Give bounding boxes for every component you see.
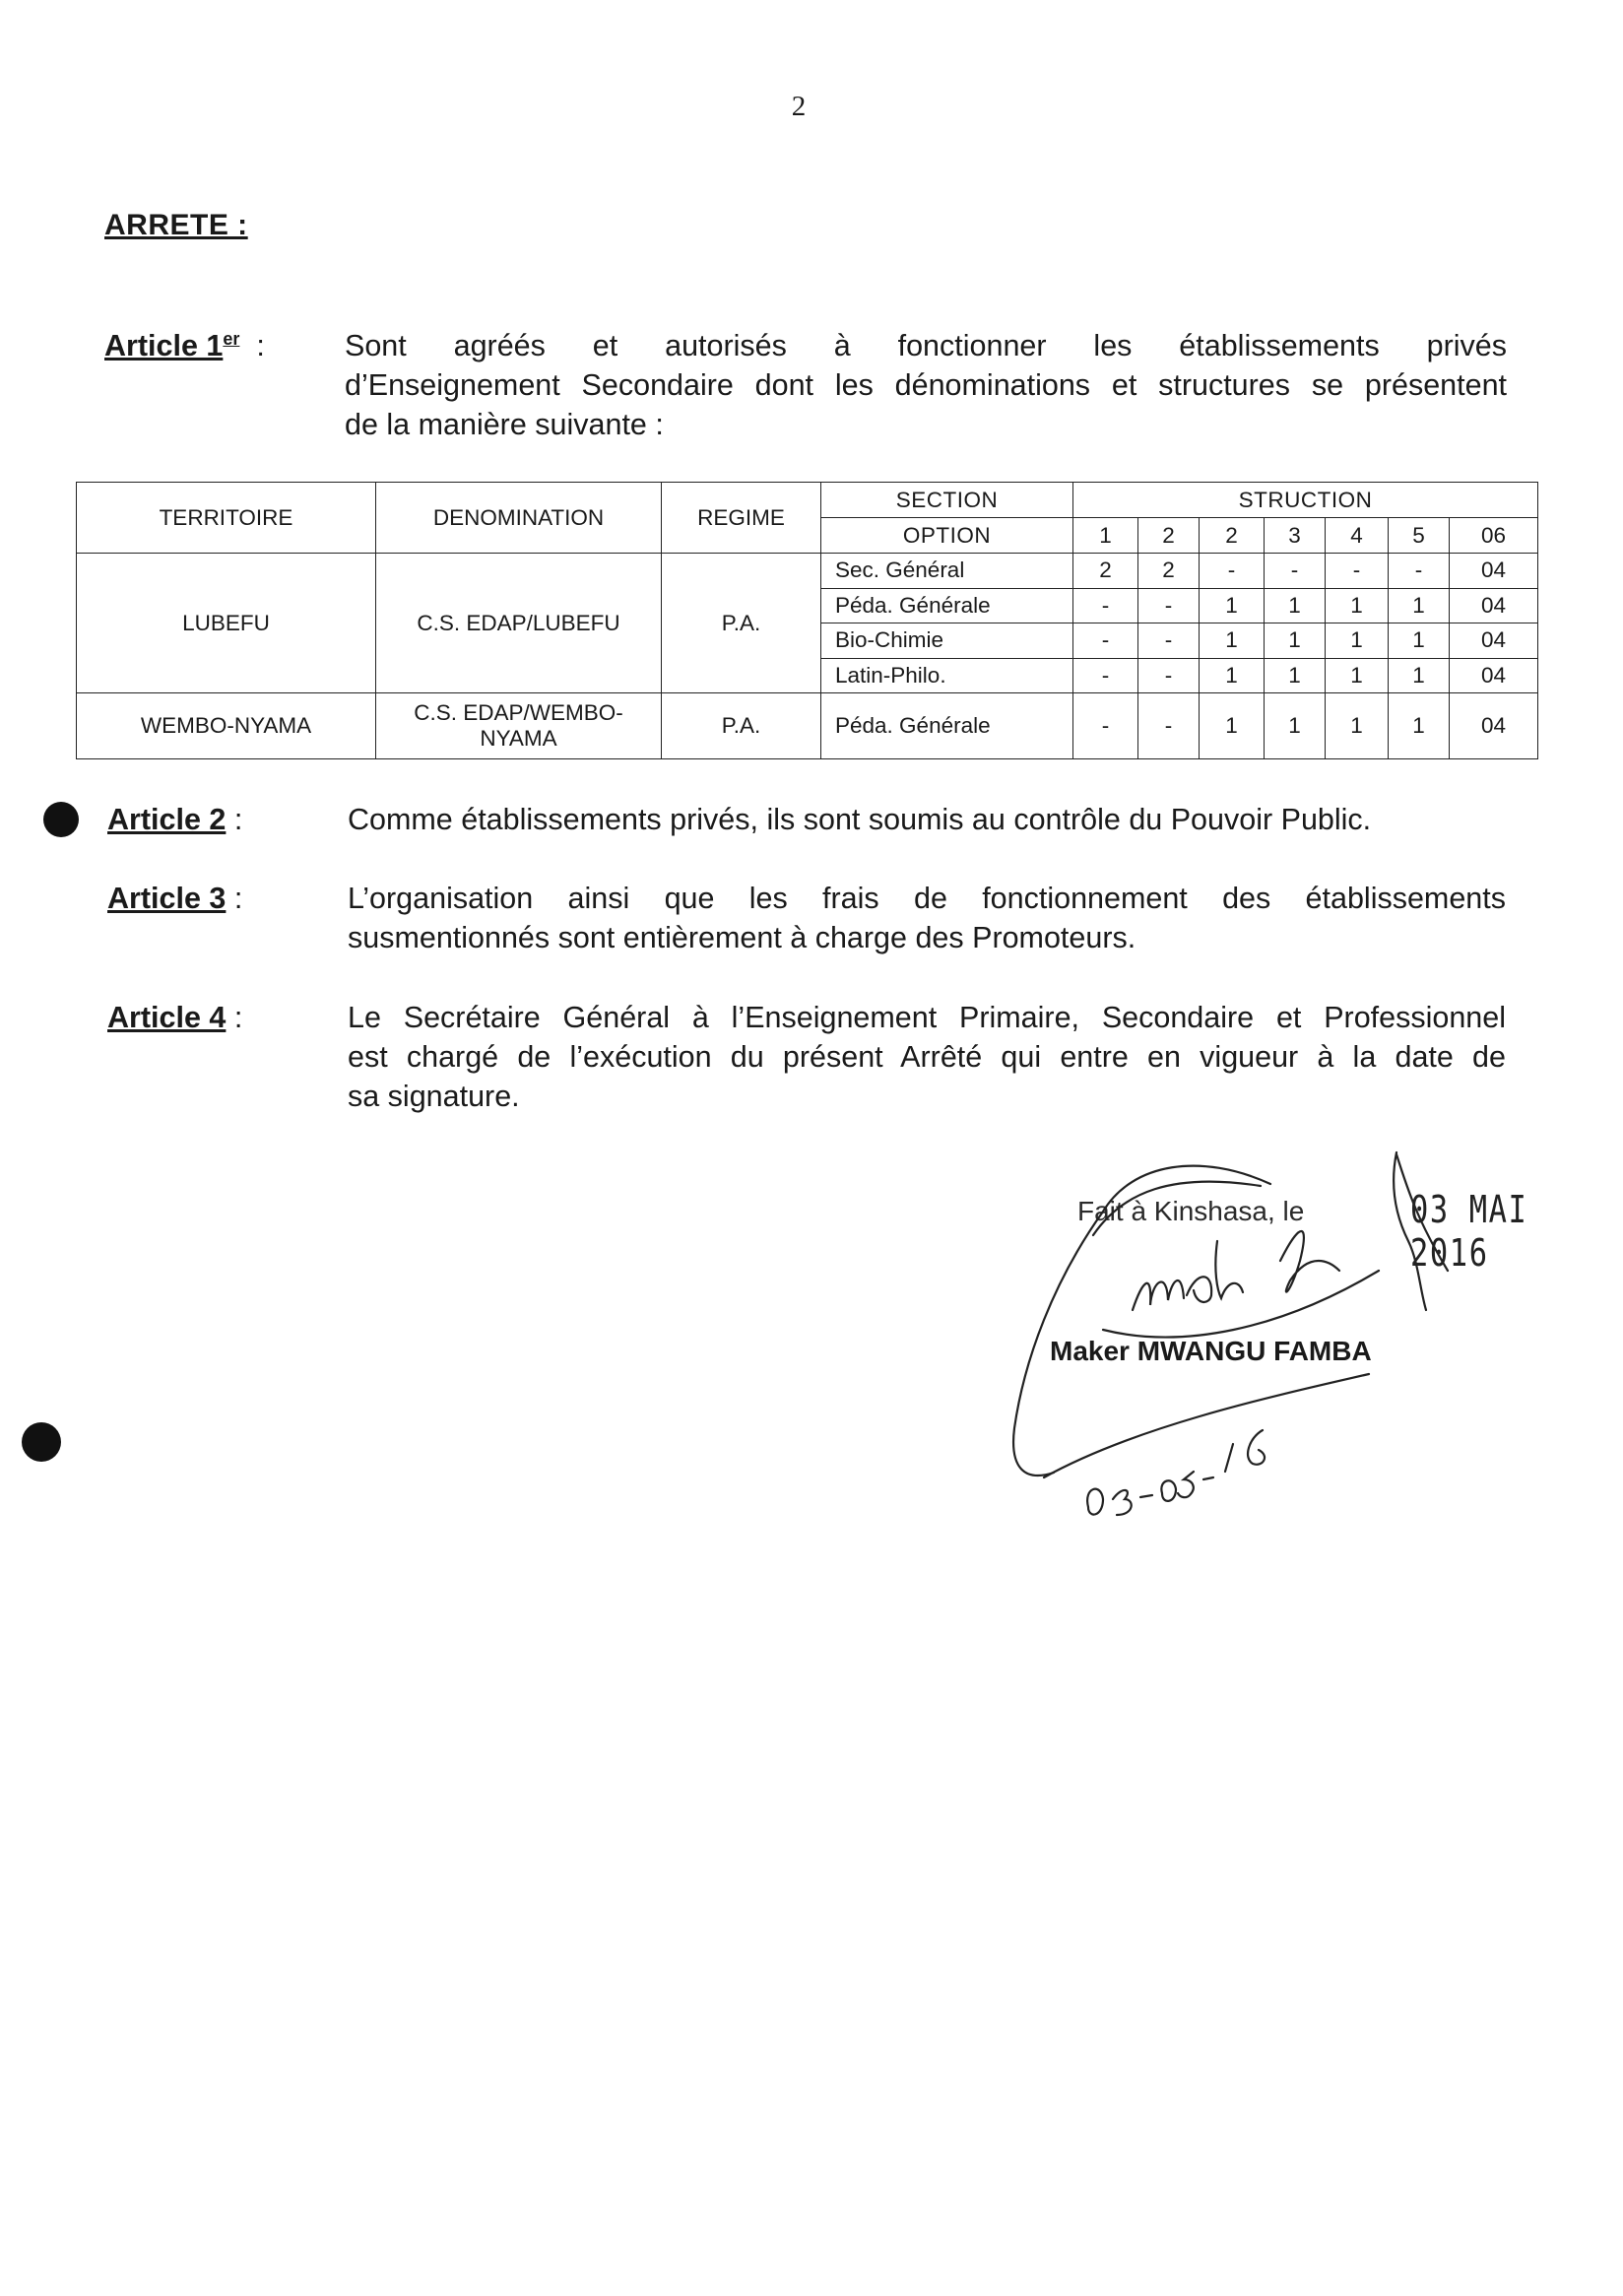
handwritten-signature-icon [985,1133,1595,1546]
table-row [77,554,1538,589]
article-2-colon: : [233,803,243,836]
cell-value: - [1073,693,1138,759]
cell-denomination: C.S. EDAP/WEMBO-NYAMA [376,693,662,759]
cell-value: - [1200,554,1265,589]
cell-territoire: LUBEFU [77,554,376,693]
cell-value: 1 [1200,693,1265,759]
article-3-line-2: susmentionnés sont entièrement à charge des Promoteurs. [348,921,1136,954]
article-4-line-1: Le Secrétaire Général à l’Enseignement Primaire, Secondaire et Professionnel [348,1001,1506,1034]
article-2-label-text: Article 2 [107,803,227,836]
punch-hole-mark [22,1422,61,1462]
cell-value: 1 [1326,693,1389,759]
cell-value: - [1073,588,1138,623]
article-1-colon: : [256,329,265,362]
cell-value: - [1326,554,1389,589]
cell-value: 04 [1450,693,1538,759]
article-2-line-1: Comme établissements privés, ils sont soumis au contrôle du Pouvoir Public. [348,803,1372,836]
cell-regime: P.A. [662,554,821,693]
cell-value: 1 [1389,658,1450,693]
cell-value: 1 [1326,623,1389,659]
cell-value: 1 [1326,588,1389,623]
header-col: 1 [1073,518,1138,554]
cell-value: - [1138,658,1200,693]
article-3-label [107,879,242,918]
header-regime: REGIME [662,483,821,554]
header-col: 3 [1265,518,1326,554]
article-2-text [348,800,1510,839]
header-col: 4 [1326,518,1389,554]
article-1-label-sup: er [223,328,240,349]
article-3-line-1: L’organisation ainsi que les frais de fonctionnement des établissements [348,882,1506,915]
cell-value: - [1138,693,1200,759]
cell-denomination: C.S. EDAP/LUBEFU [376,554,662,693]
article-4-colon: : [233,1001,243,1034]
cell-regime: P.A. [662,693,821,759]
article-1-line-3: de la manière suivante : [345,408,664,441]
cell-value: 1 [1200,623,1265,659]
cell-value: - [1389,554,1450,589]
header-col: 5 [1389,518,1450,554]
cell-value: 1 [1200,658,1265,693]
article-4-line-2: est chargé de l’exécution du présent Arrêté qui entre en vigueur à la date de [348,1040,1506,1074]
cell-value: - [1073,623,1138,659]
cell-value: 04 [1450,658,1538,693]
cell-value: - [1138,588,1200,623]
cell-value: 1 [1265,588,1326,623]
article-3 [107,879,1510,961]
header-struction: STRUCTION [1073,483,1538,518]
cell-value: 1 [1265,623,1326,659]
cell-value: 1 [1326,658,1389,693]
arrete-heading: ARRETE : [104,209,248,241]
signature-block [985,1133,1595,1546]
cell-option: Latin-Philo. [821,658,1073,693]
article-3-colon: : [233,882,243,915]
article-1 [104,326,1507,444]
page-number: 2 [791,91,807,122]
article-2 [107,800,1510,843]
article-4-line-3: sa signature. [348,1080,520,1113]
header-col: 2 [1200,518,1265,554]
cell-option: Sec. Général [821,554,1073,589]
date-stamp: 03 MAI 2016 [1410,1188,1528,1275]
schools-structure-table [76,482,1538,759]
header-territoire: TERRITOIRE [77,483,376,554]
table-row [77,693,1538,759]
cell-value: 04 [1450,554,1538,589]
cell-value: 04 [1450,588,1538,623]
cell-territoire: WEMBO-NYAMA [77,693,376,759]
article-1-text [345,326,1507,444]
cell-option: Bio-Chimie [821,623,1073,659]
cell-value: - [1138,623,1200,659]
header-section: SECTION [821,483,1073,518]
header-col: 2 [1138,518,1200,554]
cell-value: 1 [1200,588,1265,623]
article-4-text [348,998,1506,1116]
punch-hole-mark [43,802,79,837]
article-4-label-text: Article 4 [107,1001,227,1034]
article-1-line-1: Sont agréés et autorisés à fonctionner les établissements privés [345,329,1507,362]
article-2-label [107,800,242,839]
cell-value: 2 [1073,554,1138,589]
cell-option: Péda. Générale [821,693,1073,759]
cell-option: Péda. Générale [821,588,1073,623]
article-1-label-text: Article 1 [104,329,224,362]
cell-value: 1 [1265,658,1326,693]
cell-value: 1 [1389,588,1450,623]
header-option: OPTION [821,518,1073,554]
article-4 [107,998,1510,1120]
header-col: 06 [1450,518,1538,554]
cell-value: - [1073,658,1138,693]
signatory-name: Maker MWANGU FAMBA [1050,1336,1372,1366]
cell-value: 2 [1138,554,1200,589]
cell-value: - [1265,554,1326,589]
article-3-text [348,879,1506,957]
article-1-line-2: d’Enseignement Secondaire dont les dénominations et structures se présentent [345,368,1507,402]
cell-value: 1 [1389,693,1450,759]
cell-value: 04 [1450,623,1538,659]
cell-value: 1 [1389,623,1450,659]
article-1-label [104,326,265,365]
cell-value: 1 [1265,693,1326,759]
article-3-label-text: Article 3 [107,882,227,915]
header-denomination: DENOMINATION [376,483,662,554]
signature-place: Fait à Kinshasa, le [1077,1196,1305,1226]
article-4-label [107,998,242,1037]
